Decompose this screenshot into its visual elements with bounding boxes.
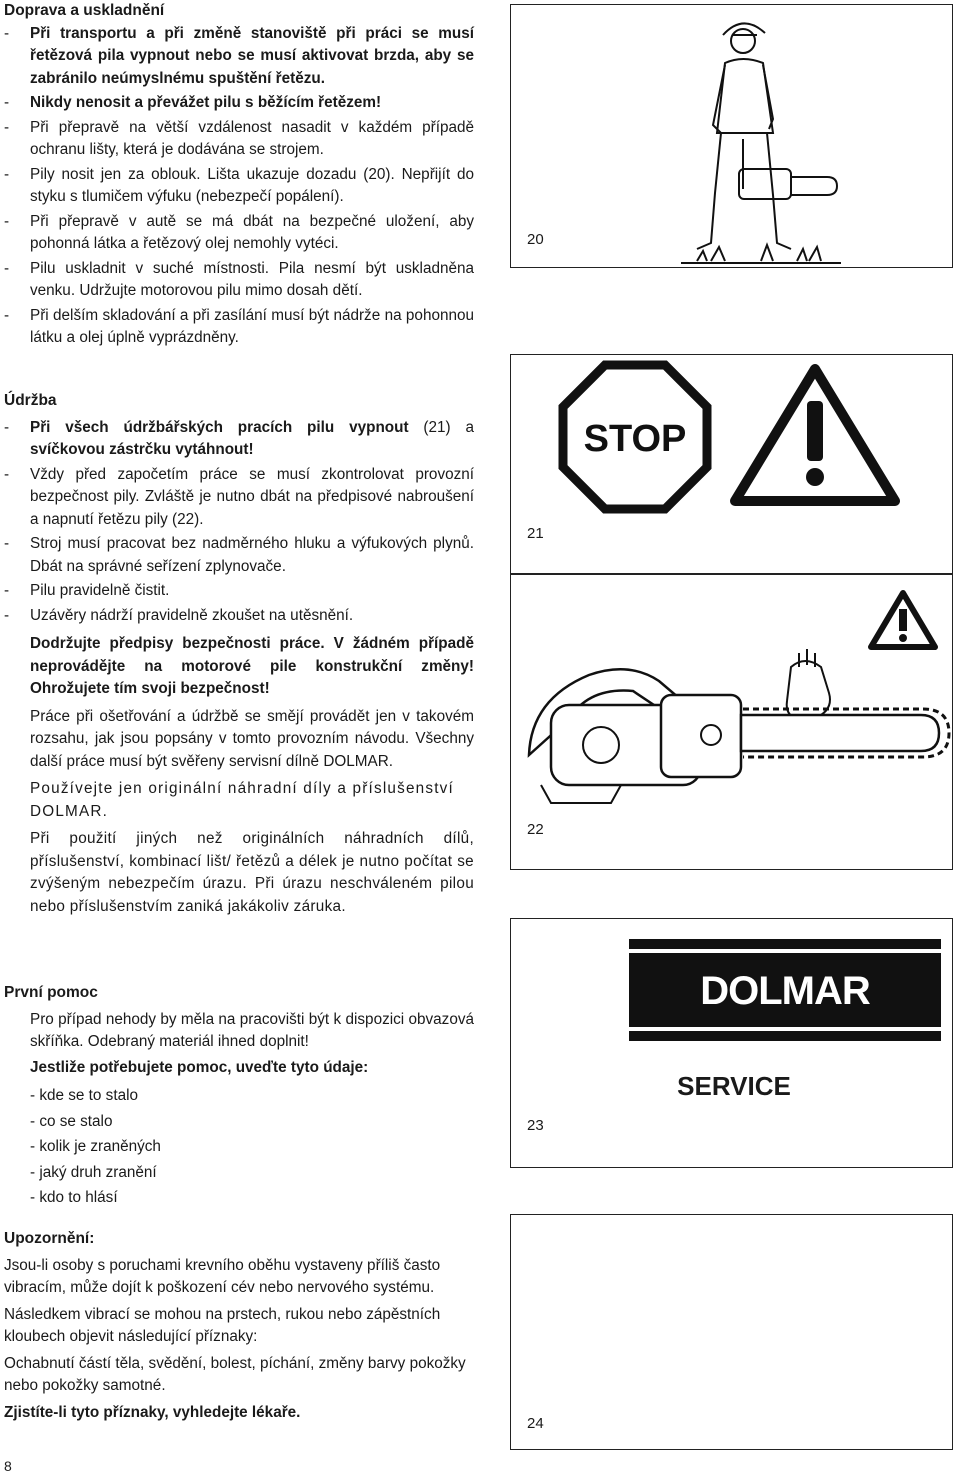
figure-20 <box>510 4 953 268</box>
list-item: - Při transportu a při změně stanoviště při práci se musí řetězová pila vypnout nebo se musí aktivovat brzda, aby se zabránilo neúmyslnému spuštění řetězu. <box>4 24 474 87</box>
maintenance-list <box>4 464 474 628</box>
figure-number: 21 <box>527 525 544 542</box>
figure-22 <box>510 574 953 870</box>
figure-23 <box>510 918 953 1168</box>
paragraph: Používejte jen originální náhradní díly a příslušenství DOLMAR. <box>30 780 454 820</box>
maintenance-paragraphs <box>4 706 474 919</box>
list-item: - Při všech údržbářských pracích pilu vypnout (21) a svíčkovou zástrčku vytáhnout! <box>4 418 474 458</box>
dolmar-logo <box>629 939 941 1041</box>
paragraph: Při použití jiných než originálních náhradních dílů, příslušenství, kombinací lišt/ řetězů a délek je nutno počítat se zvýšeným nebezpečím úrazu. Při úrazu neschváleném pilou nebo příslušenstvím zaniká jakákoliv záruka. <box>30 830 474 915</box>
list-item: - Uzávěry nádrží pravidelně zkoušet na utěsnění. <box>4 606 354 624</box>
first-aid-list <box>4 1085 474 1210</box>
figure-number: 22 <box>527 821 544 838</box>
list-item: - Při přepravě v autě se má dbát na bezpečné uložení, aby pohonná látka a řetězový olej nemohly vytéci. <box>4 212 474 252</box>
list-item: - kolik je zraněných <box>30 1138 161 1155</box>
list-item: - Pilu uskladnit v suché místnosti. Pila nesmí být uskladněna venku. Udržujte motorovou pilu mimo dosah dětí. <box>4 259 474 299</box>
page-number: 8 <box>4 1458 12 1474</box>
first-aid-bold: Jestliže potřebujete pomoc, uveďte tyto údaje: <box>30 1058 369 1076</box>
list-item: - Stroj musí pracovat bez nadměrného hluku a výfukových plynů. Dbát na správné seřízení zplynovače. <box>4 535 474 575</box>
list-item: - Pily nosit jen za oblouk. Lišta ukazuje dozadu (20). Nepřijít do styku s tlumičem výfuku (nebezpečí popálení). <box>4 165 474 205</box>
list-item: - kde se to stalo <box>30 1087 138 1104</box>
service-label: SERVICE <box>677 1071 791 1101</box>
paragraph: Následkem vibrací se mohou na prstech, rukou nebo zápěstních kloubech objevit následující příznaky: <box>4 1305 441 1345</box>
figure-24 <box>510 1214 953 1450</box>
notice-paragraphs <box>4 1255 474 1398</box>
list-item: - jaký druh zranění <box>30 1163 157 1181</box>
notice-bold: Zjistíte-li tyto příznaky, vyhledejte lékaře. <box>4 1403 301 1421</box>
section-title: Údržba <box>4 392 57 409</box>
section-transport <box>4 0 474 352</box>
warning-text: Dodržujte předpisy bezpečnosti práce. V žádném případě neprovádějte na motorové pile konstrukční změny! Ohrožujete tím svoji bezpečnost! <box>30 635 474 697</box>
section-title: Doprava a uskladnění <box>4 2 165 19</box>
stop-and-warning-illustration <box>511 355 952 573</box>
figure-21 <box>510 354 953 574</box>
section-first-aid <box>4 982 474 1213</box>
section-notice <box>4 1228 474 1428</box>
list-item: - kdo to hlásí <box>30 1189 118 1206</box>
list-item: - Při delším skladování a při zasílání musí být nádrže na pohonnou látku a olej úplně vyprázdněny. <box>4 306 474 346</box>
section-maintenance <box>4 390 474 923</box>
stop-sign-text: STOP <box>583 418 687 460</box>
paragraph: Práce při ošetřování a údržbě se smějí provádět jen v takovém rozsahu, jak jsou popsány v tomto provozním návodu. Všechny další práce musí být svěřeny servisní dílně DOLMAR. <box>30 707 474 770</box>
list-item: - Při přepravě na větší vzdálenost nasadit v každém případě ochranu lišty, která je dodávána se strojem. <box>4 118 474 158</box>
list-item: - co se stalo <box>30 1112 113 1130</box>
section-title: Upozornění: <box>4 1230 95 1247</box>
figure-number: 23 <box>527 1117 544 1134</box>
paragraph: Jsou-li osoby s poruchami krevního oběhu vystaveny příliš často vibracím, může dojít k poškození cév nebo nervového systému. <box>4 1256 441 1296</box>
list-item: - Vždy před započetím práce se musí zkontrolovat provozní bezpečnost pily. Zvláště je nutno dbát na předpisové nabroušení a napnutí řetězu pily (22). <box>4 465 474 528</box>
figure-number: 20 <box>527 231 544 248</box>
first-aid-text: Pro případ nehody by měla na pracovišti být k dispozici obvazová skříňka. Odebraný materiál ihned doplnit! <box>30 1010 474 1050</box>
figure-number: 24 <box>527 1415 544 1432</box>
brand-text: DOLMAR <box>700 969 870 1013</box>
list-item: - Pilu pravidelně čistit. <box>4 582 170 599</box>
transport-list <box>4 23 474 350</box>
person-carrying-saw-illustration <box>511 5 952 267</box>
chainsaw-illustration <box>511 575 952 869</box>
paragraph: Ochabnutí částí těla, svědění, bolest, píchání, změny barvy pokožky nebo pokožky samotné. <box>4 1354 466 1394</box>
list-item: - Nikdy nenosit a převážet pilu s běžícím řetězem! <box>4 94 382 111</box>
section-title: První pomoc <box>4 984 98 1001</box>
